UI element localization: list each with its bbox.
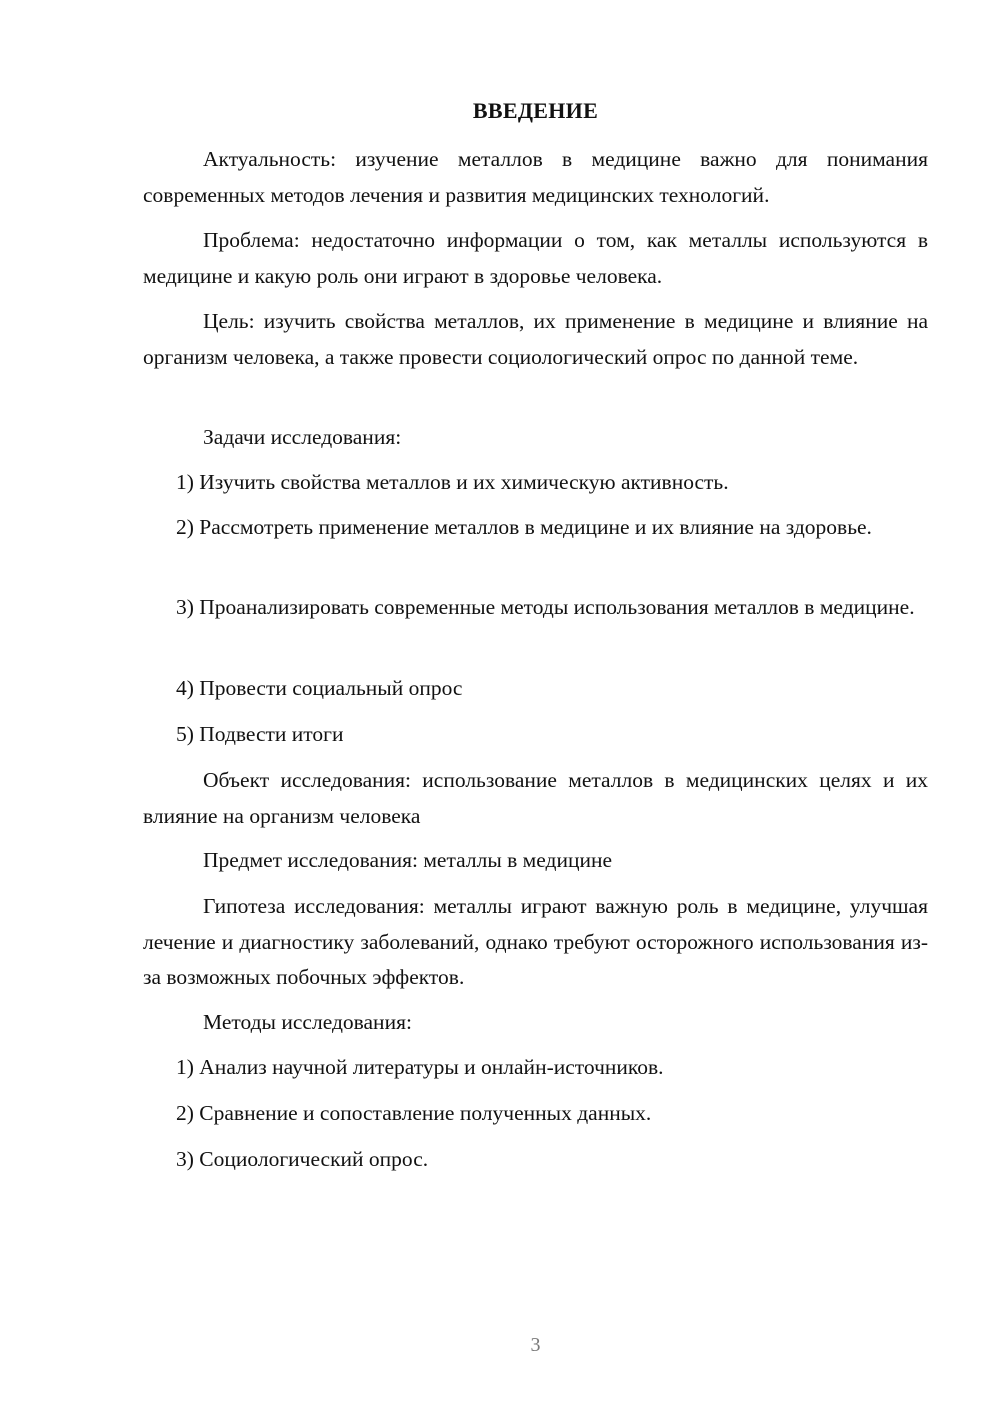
- problem-paragraph: Проблема: недостаточно информации о том, как металлы используются в медицине и какую роль они играют в здоровье человека.: [143, 228, 928, 288]
- object-paragraph: Объект исследования: использование металлов в медицинских целях и их влияние на организм человека: [143, 768, 928, 828]
- hypothesis-paragraph: Гипотеза исследования: металлы играют важную роль в медицине, улучшая лечение и диагностику заболеваний, однако требуют осторожного использования из-за возможных побочных эффектов.: [143, 894, 928, 989]
- goal-paragraph: Цель: изучить свойства металлов, их применение в медицине и влияние на организм человека, а также провести социологический опрос по данной теме.: [143, 309, 928, 369]
- task-item-1: 1) Изучить свойства металлов и их химическую активность.: [176, 470, 729, 494]
- task-item-4: 4) Провести социальный опрос: [176, 676, 463, 700]
- relevance-paragraph: Актуальность: изучение металлов в медицине важно для понимания современных методов лечения и развития медицинских технологий.: [143, 147, 928, 207]
- section-title: ВВЕДЕНИЕ: [472, 98, 599, 123]
- method-item-1: 1) Анализ научной литературы и онлайн-источников.: [176, 1055, 664, 1079]
- tasks-heading: Задачи исследования:: [203, 425, 402, 449]
- page-number: 3: [530, 1334, 541, 1356]
- method-item-3: 3) Социологический опрос.: [176, 1147, 429, 1171]
- task-item-5: 5) Подвести итоги: [176, 722, 344, 746]
- subject-paragraph: Предмет исследования: металлы в медицине: [203, 848, 613, 872]
- methods-heading: Методы исследования:: [203, 1010, 412, 1034]
- method-item-2: 2) Сравнение и сопоставление полученных данных.: [176, 1101, 652, 1125]
- task-item-2: 2) Рассмотреть применение металлов в медицине и их влияние на здоровье.: [176, 515, 872, 539]
- task-item-3: 3) Проанализировать современные методы использования металлов в медицине.: [176, 595, 915, 619]
